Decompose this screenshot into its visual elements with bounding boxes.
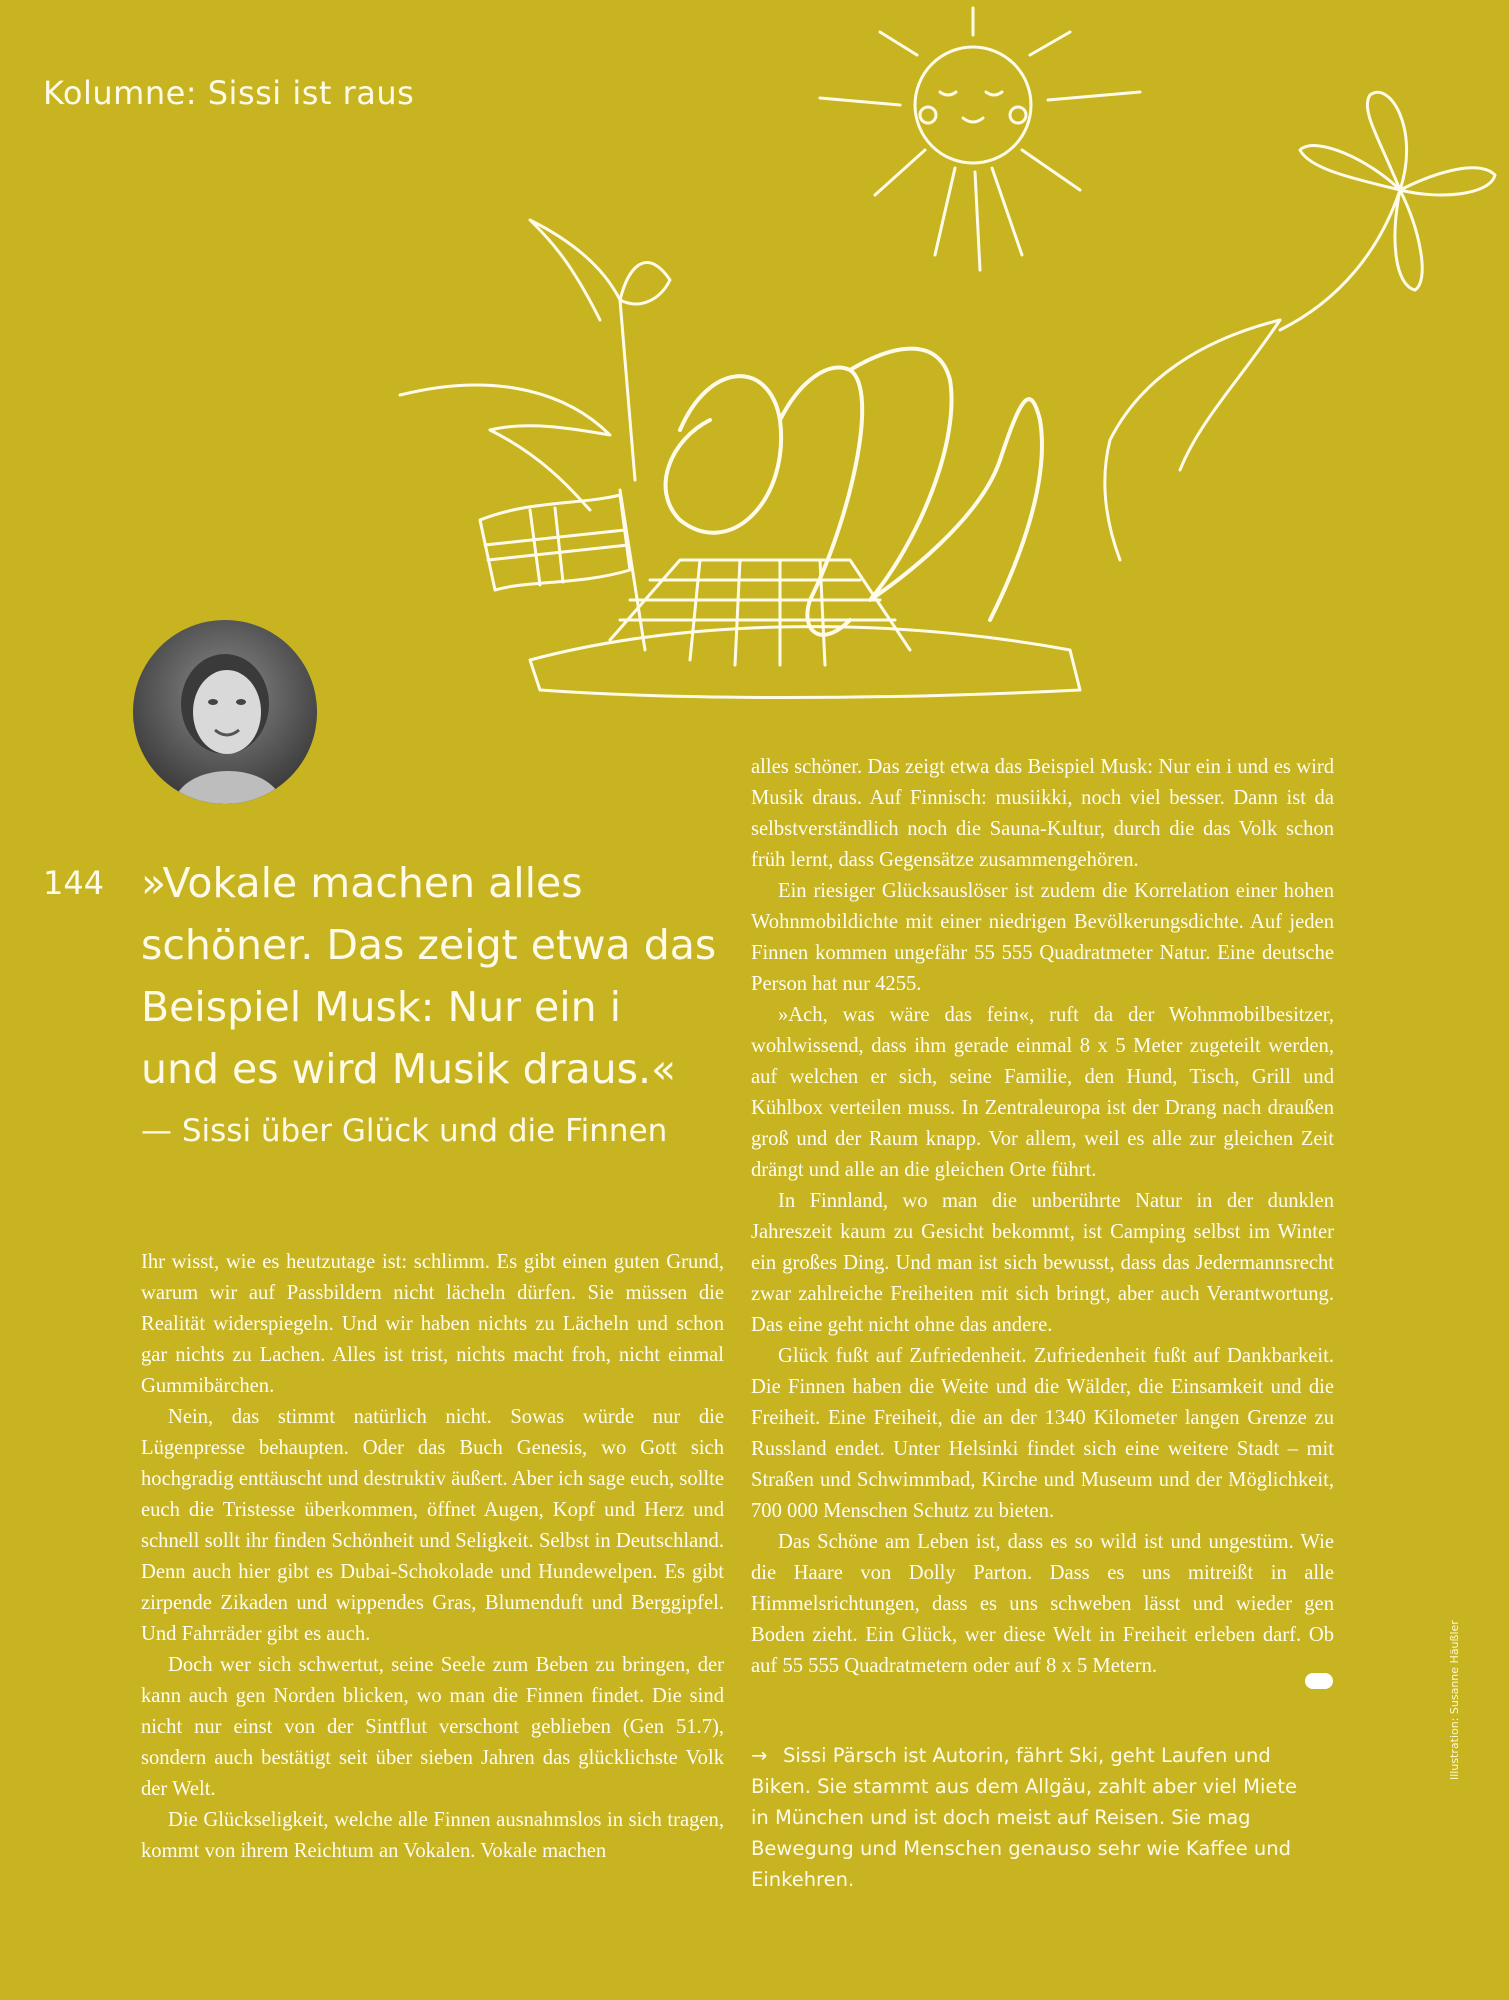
- picnic-basket-drawing: [530, 560, 1080, 698]
- article-paragraph: Die Glückseligkeit, welche alle Finnen ausnahmslos in sich tragen, kommt von ihrem Reichtum an Vokalen. Vokale machen: [141, 1809, 724, 1862]
- article-paragraph: In Finnland, wo man die unberührte Natur in der dunklen Jahreszeit kaum zu Gesicht bekommt, ist Camping selbst im Winter ein großes Ding. Und man ist sich bewusst, dass das Jedermannsrecht zwar zahlreiche Freiheiten mit sich bringt, aber auch Verantwortung. Das eine geht nicht ohne das andere.: [751, 1190, 1334, 1336]
- summer-illustration: [380, 0, 1509, 720]
- illustration-credit: Illustration: Susanne Häußler: [1448, 1620, 1461, 1780]
- article-paragraph: Ein riesiger Glücksauslöser ist zudem die Korrelation einer hohen Wohnmobildichte mit einer niedrigen Bevölkerungsdichte. Auf jeden Finnen kommen ungefähr 55 555 Quadratmeter Natur. Eine deutsche Person hat nur 4255.: [751, 880, 1334, 995]
- column-title: Kolumne: Sissi ist raus: [43, 74, 415, 112]
- quote-line: Beispiel Musk: Nur ein i: [141, 983, 622, 1031]
- quote-line: und es wird Musik draus.«: [141, 1045, 677, 1093]
- quote-line: schöner. Das zeigt etwa das: [141, 921, 717, 969]
- author-bio: [751, 1740, 1311, 1895]
- plant-drawing: [400, 220, 1280, 560]
- ribbon-letters-drawing: [666, 349, 1042, 635]
- sun-drawing: [820, 8, 1140, 270]
- author-portrait: [133, 620, 317, 804]
- article-paragraph: Doch wer sich schwertut, seine Seele zum Beben zu bringen, der kann auch gen Norden blicken, wo man die Finnen findet. Die sind nicht nur einst von der Sintflut verschont geblieben (Gen 51.7), sondern auch bestätigt seit über sieben Jahren das glücklichste Volk der Welt.: [141, 1654, 724, 1800]
- end-of-article-mark: [1305, 1673, 1333, 1689]
- article-paragraph: Nein, das stimmt natürlich nicht. Sowas würde nur die Lügenpresse behaupten. Oder das Buch Genesis, wo Gott sich hochgradig enttäuscht und destruktiv äußert. Aber ich sage euch, sollte euch die Tristesse überkommen, öffnet Augen, Kopf und Herz und schnell sollt ihr finden Schönheit und Seligkeit. Selbst in Deutschland. Denn auch hier gibt es Dubai-Schokolade und Hundewelpen. Es gibt zirpende Zikaden und wippendes Gras, Blumenduft und Berggipfel. Und Fahrräder gibt es auch.: [141, 1406, 724, 1645]
- page-number: 144: [43, 864, 105, 902]
- flower-drawing: [1280, 92, 1495, 330]
- article-paragraph: Ihr wisst, wie es heutzutage ist: schlimm. Es gibt einen guten Grund, warum wir auf Passbildern nicht lächeln dürfen. Sie müssen die Realität widerspiegeln. Und wir haben nichts zu Lächeln und schon gar nichts zu Lachen. Alles ist trist, nichts macht froh, nicht einmal Gummibärchen.: [141, 1251, 724, 1397]
- author-bio-text: Sissi Pärsch ist Autorin, fährt Ski, geht Laufen und Biken. Sie stammt aus dem Allgäu, zahlt aber viel Miete in München und ist doch meist auf Reisen. Sie mag Bewegung und Menschen genauso sehr wie Kaffee und Einkehren.: [751, 1744, 1298, 1891]
- pull-quote: [141, 852, 741, 1100]
- portrait-image: [133, 620, 317, 804]
- article-column-left: [141, 1247, 724, 1867]
- article-paragraph: Glück fußt auf Zufriedenheit. Zufriedenheit fußt auf Dankbarkeit. Die Finnen haben die Weite und die Wälder, die Einsamkeit und die Freiheit. Eine Freiheit, die an der 1340 Kilometer langen Grenze zu Russland endet. Unter Helsinki findet sich eine weitere Stadt – mit Straßen und Schwimmbad, Kirche und Museum und der Möglichkeit, 700 000 Menschen Schutz zu bieten.: [751, 1345, 1334, 1522]
- quote-attribution: — Sissi über Glück und die Finnen: [141, 1113, 668, 1149]
- article-paragraph: Das Schöne am Leben ist, dass es so wild ist und ungestüm. Wie die Haare von Dolly Parton. Dass es uns mitreißt in alle Himmelsrichtungen, dass es uns schweben lässt und wieder gen Boden zieht. Ein Glück, wer diese Welt in Freiheit erleben darf. Ob auf 55 555 Quadratmetern oder auf 8 x 5 Metern.: [751, 1531, 1334, 1677]
- article-paragraph: »Ach, was wäre das fein«, ruft da der Wohnmobilbesitzer, wohlwissend, dass ihm gerade einmal 8 x 5 Meter zugeteilt werden, auf welchen er sich, seine Familie, den Hund, Tisch, Grill und Kühlbox verteilen muss. In Zentraleuropa ist der Drang nach draußen groß und der Raum knapp. Vor allem, weil es alle zur gleichen Zeit drängt und alle an die gleichen Orte führt.: [751, 1004, 1334, 1181]
- quote-line: »Vokale machen alles: [141, 859, 583, 907]
- finnish-flag-drawing: [480, 490, 645, 650]
- article-paragraph: alles schöner. Das zeigt etwa das Beispiel Musk: Nur ein i und es wird Musik draus. Auf Finnisch: musiikki, noch viel besser. Dann ist da selbstverständlich noch die Sauna-Kultur, durch die das Volk schon früh lernt, dass Gegensätze zusammengehören.: [751, 756, 1334, 871]
- article-column-right: [751, 752, 1334, 1682]
- arrow-right-icon: →: [751, 1744, 768, 1767]
